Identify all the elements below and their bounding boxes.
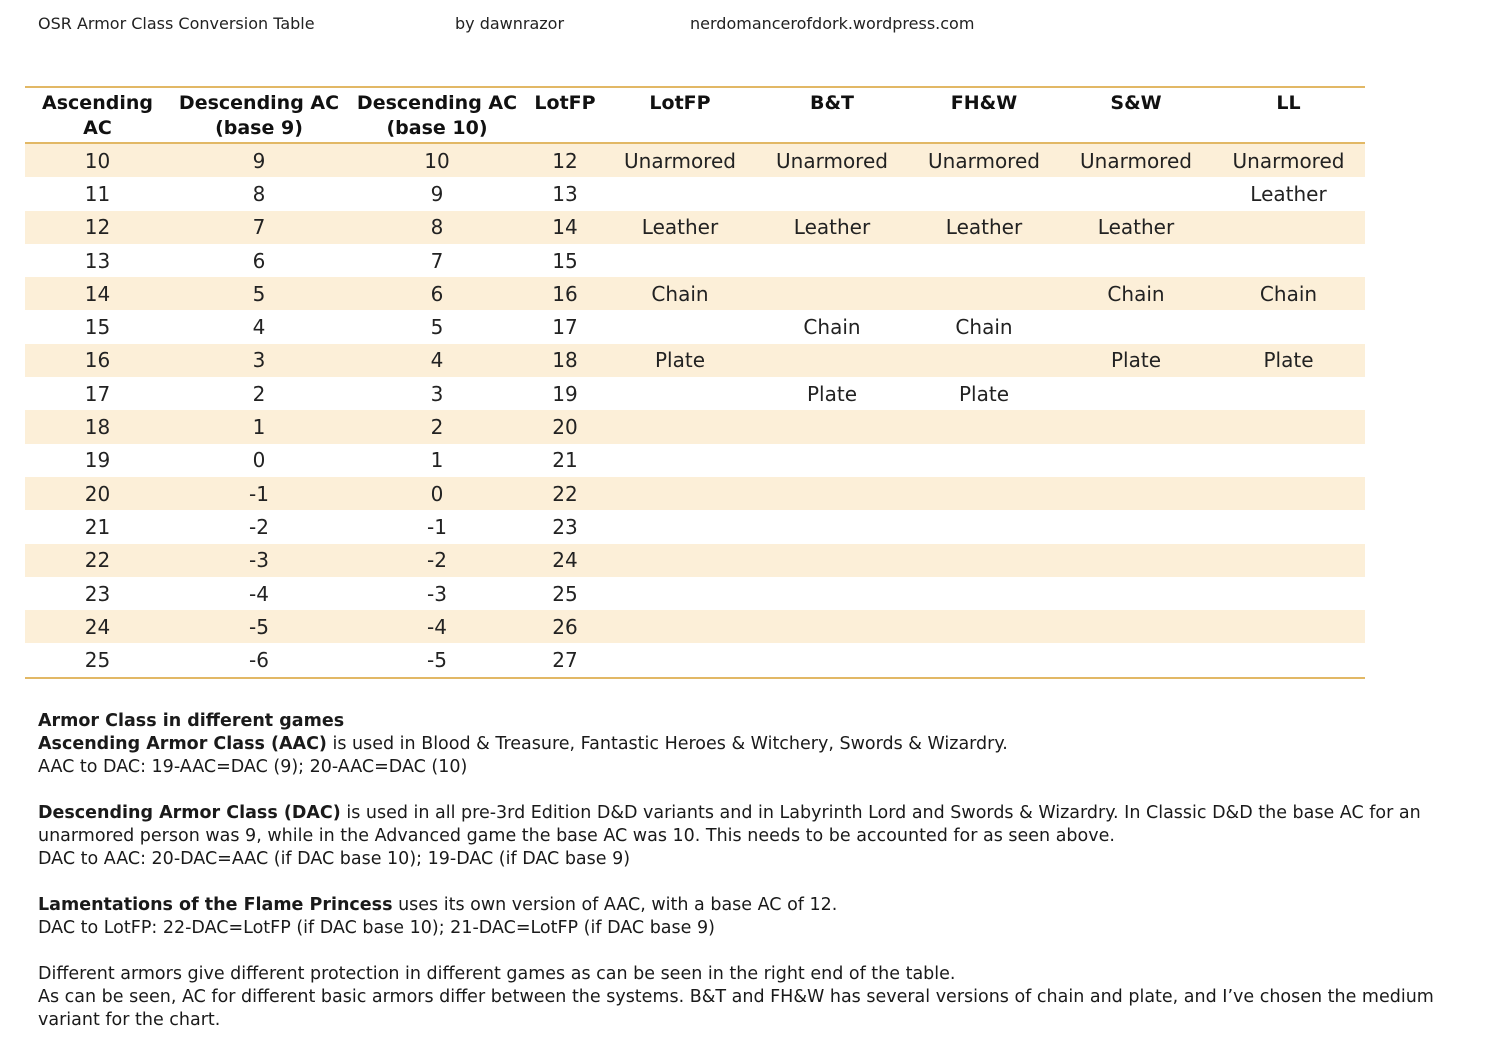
document-title: OSR Armor Class Conversion Table	[38, 14, 315, 33]
cell-bt-armor	[756, 477, 908, 510]
table-row	[25, 344, 1365, 377]
table-row	[25, 211, 1365, 244]
cell-lotfp-ac: 20	[526, 410, 604, 443]
cell-lotfp-armor: Unarmored	[604, 143, 756, 177]
cell-lotfp-armor	[604, 177, 756, 210]
cell-sw-armor: Leather	[1060, 211, 1212, 244]
table-row	[25, 277, 1365, 310]
cell-descending-ac-base-9: 2	[252, 381, 266, 406]
cell-fhw-armor	[908, 577, 1060, 610]
cell-sw-armor	[1060, 244, 1212, 277]
cell-ll-armor	[1212, 510, 1365, 543]
cell-descending-ac-base-9: -1	[170, 477, 348, 510]
cell-lotfp-armor	[604, 377, 756, 410]
column-header-descending-ac-base-10: Descending AC (base 10)	[348, 87, 526, 143]
cell-ascending-ac: 23	[84, 581, 111, 606]
table-row	[25, 610, 1365, 643]
cell-ll-armor	[1212, 577, 1365, 610]
cell-fhw-armor	[908, 477, 1060, 510]
cell-descending-ac-base-9: -2	[249, 514, 269, 539]
dac-formula: DAC to AAC: 20-DAC=AAC (if DAC base 10); 19-DAC (if DAC base 9)	[38, 849, 631, 869]
cell-bt-armor	[756, 510, 908, 543]
column-header-fhw-armor: FH&W	[908, 87, 1060, 143]
cell-fhw-armor	[908, 177, 1060, 210]
dac-text: is used in all pre-3rd Edition D&D variants and in Labyrinth Lord and Swords & Wizardry. In Classic D&D the base AC for an unarmored person was 9, while in the Advanced game the base AC was 10. This needs to be accounted for as seen above.	[38, 803, 1421, 846]
cell-sw-armor	[1060, 177, 1212, 210]
cell-descending-ac-base-10: 2	[348, 410, 526, 443]
cell-bt-armor	[756, 277, 908, 310]
cell-descending-ac-base-9: 7	[170, 211, 348, 244]
cell-descending-ac-base-10: -5	[348, 643, 526, 677]
cell-lotfp-ac: 12	[526, 143, 604, 177]
cell-sw-armor	[1060, 310, 1212, 343]
column-header-descending-ac-base-9: Descending AC (base 9)	[170, 87, 348, 143]
cell-sw-armor	[1060, 510, 1212, 543]
cell-descending-ac-base-10: 10	[348, 143, 526, 177]
cell-descending-ac-base-10: -2	[348, 544, 526, 577]
table-row	[25, 444, 1365, 477]
cell-lotfp-armor	[604, 643, 756, 677]
lotfp-text: uses its own version of AAC, with a base AC of 12.	[392, 895, 838, 915]
cell-lotfp-ac: 14	[526, 211, 604, 244]
cell-sw-armor	[1060, 377, 1212, 410]
table-header-row	[25, 87, 1365, 143]
closing-line-2: As can be seen, AC for different basic armors differ between the systems. B&T and FH&W has several versions of chain and plate, and I’ve chosen the medium variant for the chart.	[38, 987, 1434, 1030]
cell-bt-armor	[756, 577, 908, 610]
cell-fhw-armor	[908, 510, 1060, 543]
cell-fhw-armor	[908, 410, 1060, 443]
cell-sw-armor	[1060, 610, 1212, 643]
cell-ll-armor: Unarmored	[1212, 143, 1365, 177]
aac-paragraph	[38, 710, 1478, 779]
cell-ll-armor	[1212, 310, 1365, 343]
cell-ll-armor	[1212, 211, 1365, 244]
cell-descending-ac-base-10: 8	[348, 211, 526, 244]
table-row	[25, 377, 1365, 410]
table-row	[25, 410, 1365, 443]
dac-paragraph	[38, 802, 1478, 871]
cell-sw-armor	[1060, 577, 1212, 610]
table-row	[25, 643, 1365, 677]
aac-term: Ascending Armor Class (AAC)	[38, 734, 327, 754]
cell-lotfp-armor	[604, 510, 756, 543]
closing-paragraph	[38, 963, 1478, 1032]
cell-lotfp-armor	[604, 444, 756, 477]
cell-bt-armor	[756, 444, 908, 477]
cell-ascending-ac: 25	[25, 643, 170, 677]
cell-descending-ac-base-9: 9	[170, 143, 348, 177]
cell-lotfp-ac: 19	[552, 381, 578, 406]
cell-descending-ac-base-9: -6	[170, 643, 348, 677]
cell-ll-armor	[1212, 244, 1365, 277]
cell-ascending-ac: 10	[25, 143, 170, 177]
cell-lotfp-armor	[604, 310, 756, 343]
cell-lotfp-armor	[604, 610, 756, 643]
table-row	[25, 244, 1365, 277]
cell-descending-ac-base-10: 4	[348, 344, 526, 377]
cell-lotfp-ac: 17	[552, 315, 578, 340]
cell-fhw-armor: Plate	[958, 381, 1010, 406]
cell-descending-ac-base-9: 4	[252, 315, 266, 340]
column-header-bt-armor: B&T	[756, 87, 908, 143]
closing-line-1: Different armors give different protection in different games as can be seen in the right end of the table.	[38, 964, 956, 984]
cell-ll-armor	[1212, 610, 1365, 643]
cell-descending-ac-base-10: 0	[348, 477, 526, 510]
website-address: nerdomancerofdork.wordpress.com	[690, 14, 975, 33]
cell-bt-armor: Unarmored	[756, 143, 908, 177]
cell-fhw-armor	[908, 544, 1060, 577]
cell-fhw-armor	[908, 444, 1060, 477]
cell-lotfp-armor	[604, 244, 756, 277]
cell-ll-armor	[1212, 643, 1365, 677]
cell-descending-ac-base-9: -3	[170, 544, 348, 577]
cell-lotfp-ac: 25	[552, 581, 578, 606]
cell-descending-ac-base-9: -5	[170, 610, 348, 643]
cell-ascending-ac: 13	[84, 248, 111, 273]
cell-descending-ac-base-10: 1	[430, 448, 444, 473]
cell-bt-armor	[756, 344, 908, 377]
cell-lotfp-ac: 24	[526, 544, 604, 577]
cell-descending-ac-base-9: 0	[252, 448, 266, 473]
cell-lotfp-ac: 13	[552, 181, 578, 206]
cell-lotfp-armor	[604, 410, 756, 443]
cell-descending-ac-base-10: -4	[348, 610, 526, 643]
cell-bt-armor	[756, 177, 908, 210]
table-row	[25, 510, 1365, 543]
notes-heading: Armor Class in different games	[38, 711, 345, 731]
cell-fhw-armor	[908, 610, 1060, 643]
cell-sw-armor	[1060, 643, 1212, 677]
cell-bt-armor	[756, 643, 908, 677]
cell-descending-ac-base-9: 3	[170, 344, 348, 377]
cell-ascending-ac: 24	[25, 610, 170, 643]
cell-lotfp-ac: 27	[526, 643, 604, 677]
cell-ll-armor	[1212, 477, 1365, 510]
cell-descending-ac-base-10: 3	[430, 381, 444, 406]
author-credit: by dawnrazor	[455, 14, 565, 33]
cell-ll-armor	[1212, 544, 1365, 577]
cell-descending-ac-base-9: -4	[249, 581, 269, 606]
column-header-ll-armor: LL	[1212, 87, 1365, 143]
armor-class-conversion-table	[25, 86, 1365, 679]
cell-ascending-ac: 11	[84, 181, 111, 206]
table-row	[25, 143, 1365, 177]
cell-ascending-ac: 21	[84, 514, 111, 539]
cell-sw-armor: Plate	[1060, 344, 1212, 377]
cell-bt-armor	[756, 410, 908, 443]
column-header-lotfp-ac: LotFP	[526, 87, 604, 143]
cell-sw-armor	[1060, 410, 1212, 443]
table-row	[25, 310, 1365, 343]
dac-term: Descending Armor Class (DAC)	[38, 803, 341, 823]
cell-lotfp-armor	[604, 477, 756, 510]
cell-ll-armor: Leather	[1250, 181, 1327, 206]
cell-lotfp-armor	[604, 544, 756, 577]
cell-fhw-armor	[908, 244, 1060, 277]
cell-descending-ac-base-9: 8	[252, 181, 266, 206]
cell-lotfp-ac: 26	[526, 610, 604, 643]
cell-bt-armor	[756, 610, 908, 643]
cell-ascending-ac: 16	[25, 344, 170, 377]
cell-bt-armor: Chain	[803, 315, 861, 340]
cell-fhw-armor	[908, 643, 1060, 677]
column-header-sw-armor: S&W	[1060, 87, 1212, 143]
lotfp-term: Lamentations of the Flame Princess	[38, 895, 393, 915]
cell-sw-armor	[1060, 544, 1212, 577]
cell-bt-armor: Leather	[756, 211, 908, 244]
cell-ll-armor: Chain	[1212, 277, 1365, 310]
cell-lotfp-ac: 21	[552, 448, 578, 473]
cell-ascending-ac: 17	[84, 381, 111, 406]
cell-descending-ac-base-9: 6	[252, 248, 266, 273]
cell-descending-ac-base-10: 5	[430, 315, 444, 340]
cell-ascending-ac: 20	[25, 477, 170, 510]
cell-fhw-armor	[908, 277, 1060, 310]
cell-ll-armor	[1212, 410, 1365, 443]
cell-fhw-armor: Leather	[908, 211, 1060, 244]
cell-bt-armor	[756, 544, 908, 577]
cell-ascending-ac: 19	[84, 448, 111, 473]
cell-descending-ac-base-10: 6	[348, 277, 526, 310]
cell-ascending-ac: 14	[25, 277, 170, 310]
cell-descending-ac-base-10: 9	[430, 181, 444, 206]
table-row	[25, 544, 1365, 577]
table-row	[25, 477, 1365, 510]
cell-fhw-armor: Chain	[955, 315, 1013, 340]
cell-sw-armor	[1060, 444, 1212, 477]
column-header-lotfp-armor: LotFP	[604, 87, 756, 143]
cell-ascending-ac: 18	[25, 410, 170, 443]
cell-lotfp-ac: 18	[526, 344, 604, 377]
cell-sw-armor	[1060, 477, 1212, 510]
table-row	[25, 577, 1365, 610]
cell-ascending-ac: 22	[25, 544, 170, 577]
table-row	[25, 177, 1365, 210]
cell-lotfp-ac: 22	[526, 477, 604, 510]
table-body	[25, 143, 1365, 678]
aac-text: is used in Blood & Treasure, Fantastic Heroes & Witchery, Swords & Wizardry.	[326, 734, 1008, 754]
cell-fhw-armor	[908, 344, 1060, 377]
notes-section	[38, 710, 1478, 1055]
cell-bt-armor: Plate	[806, 381, 858, 406]
cell-ll-armor	[1212, 377, 1365, 410]
cell-sw-armor: Unarmored	[1060, 143, 1212, 177]
cell-descending-ac-base-10: -1	[427, 514, 447, 539]
cell-ascending-ac: 15	[84, 315, 111, 340]
cell-lotfp-ac: 23	[552, 514, 578, 539]
cell-lotfp-armor: Plate	[604, 344, 756, 377]
cell-lotfp-ac: 15	[552, 248, 578, 273]
cell-bt-armor	[756, 244, 908, 277]
cell-descending-ac-base-9: 1	[170, 410, 348, 443]
lotfp-paragraph	[38, 894, 1478, 940]
lotfp-formula: DAC to LotFP: 22-DAC=LotFP (if DAC base 10); 21-DAC=LotFP (if DAC base 9)	[38, 918, 715, 938]
cell-sw-armor: Chain	[1060, 277, 1212, 310]
cell-descending-ac-base-9: 5	[170, 277, 348, 310]
cell-ll-armor: Plate	[1212, 344, 1365, 377]
cell-ascending-ac: 12	[25, 211, 170, 244]
cell-descending-ac-base-10: 7	[430, 248, 444, 273]
cell-lotfp-armor: Leather	[604, 211, 756, 244]
cell-ll-armor	[1212, 444, 1365, 477]
cell-lotfp-armor: Chain	[604, 277, 756, 310]
column-header-ascending-ac: Ascending AC	[25, 87, 170, 143]
cell-fhw-armor: Unarmored	[908, 143, 1060, 177]
cell-lotfp-ac: 16	[526, 277, 604, 310]
cell-descending-ac-base-10: -3	[427, 581, 447, 606]
cell-lotfp-armor	[604, 577, 756, 610]
aac-formula: AAC to DAC: 19-AAC=DAC (9); 20-AAC=DAC (10)	[38, 757, 468, 777]
